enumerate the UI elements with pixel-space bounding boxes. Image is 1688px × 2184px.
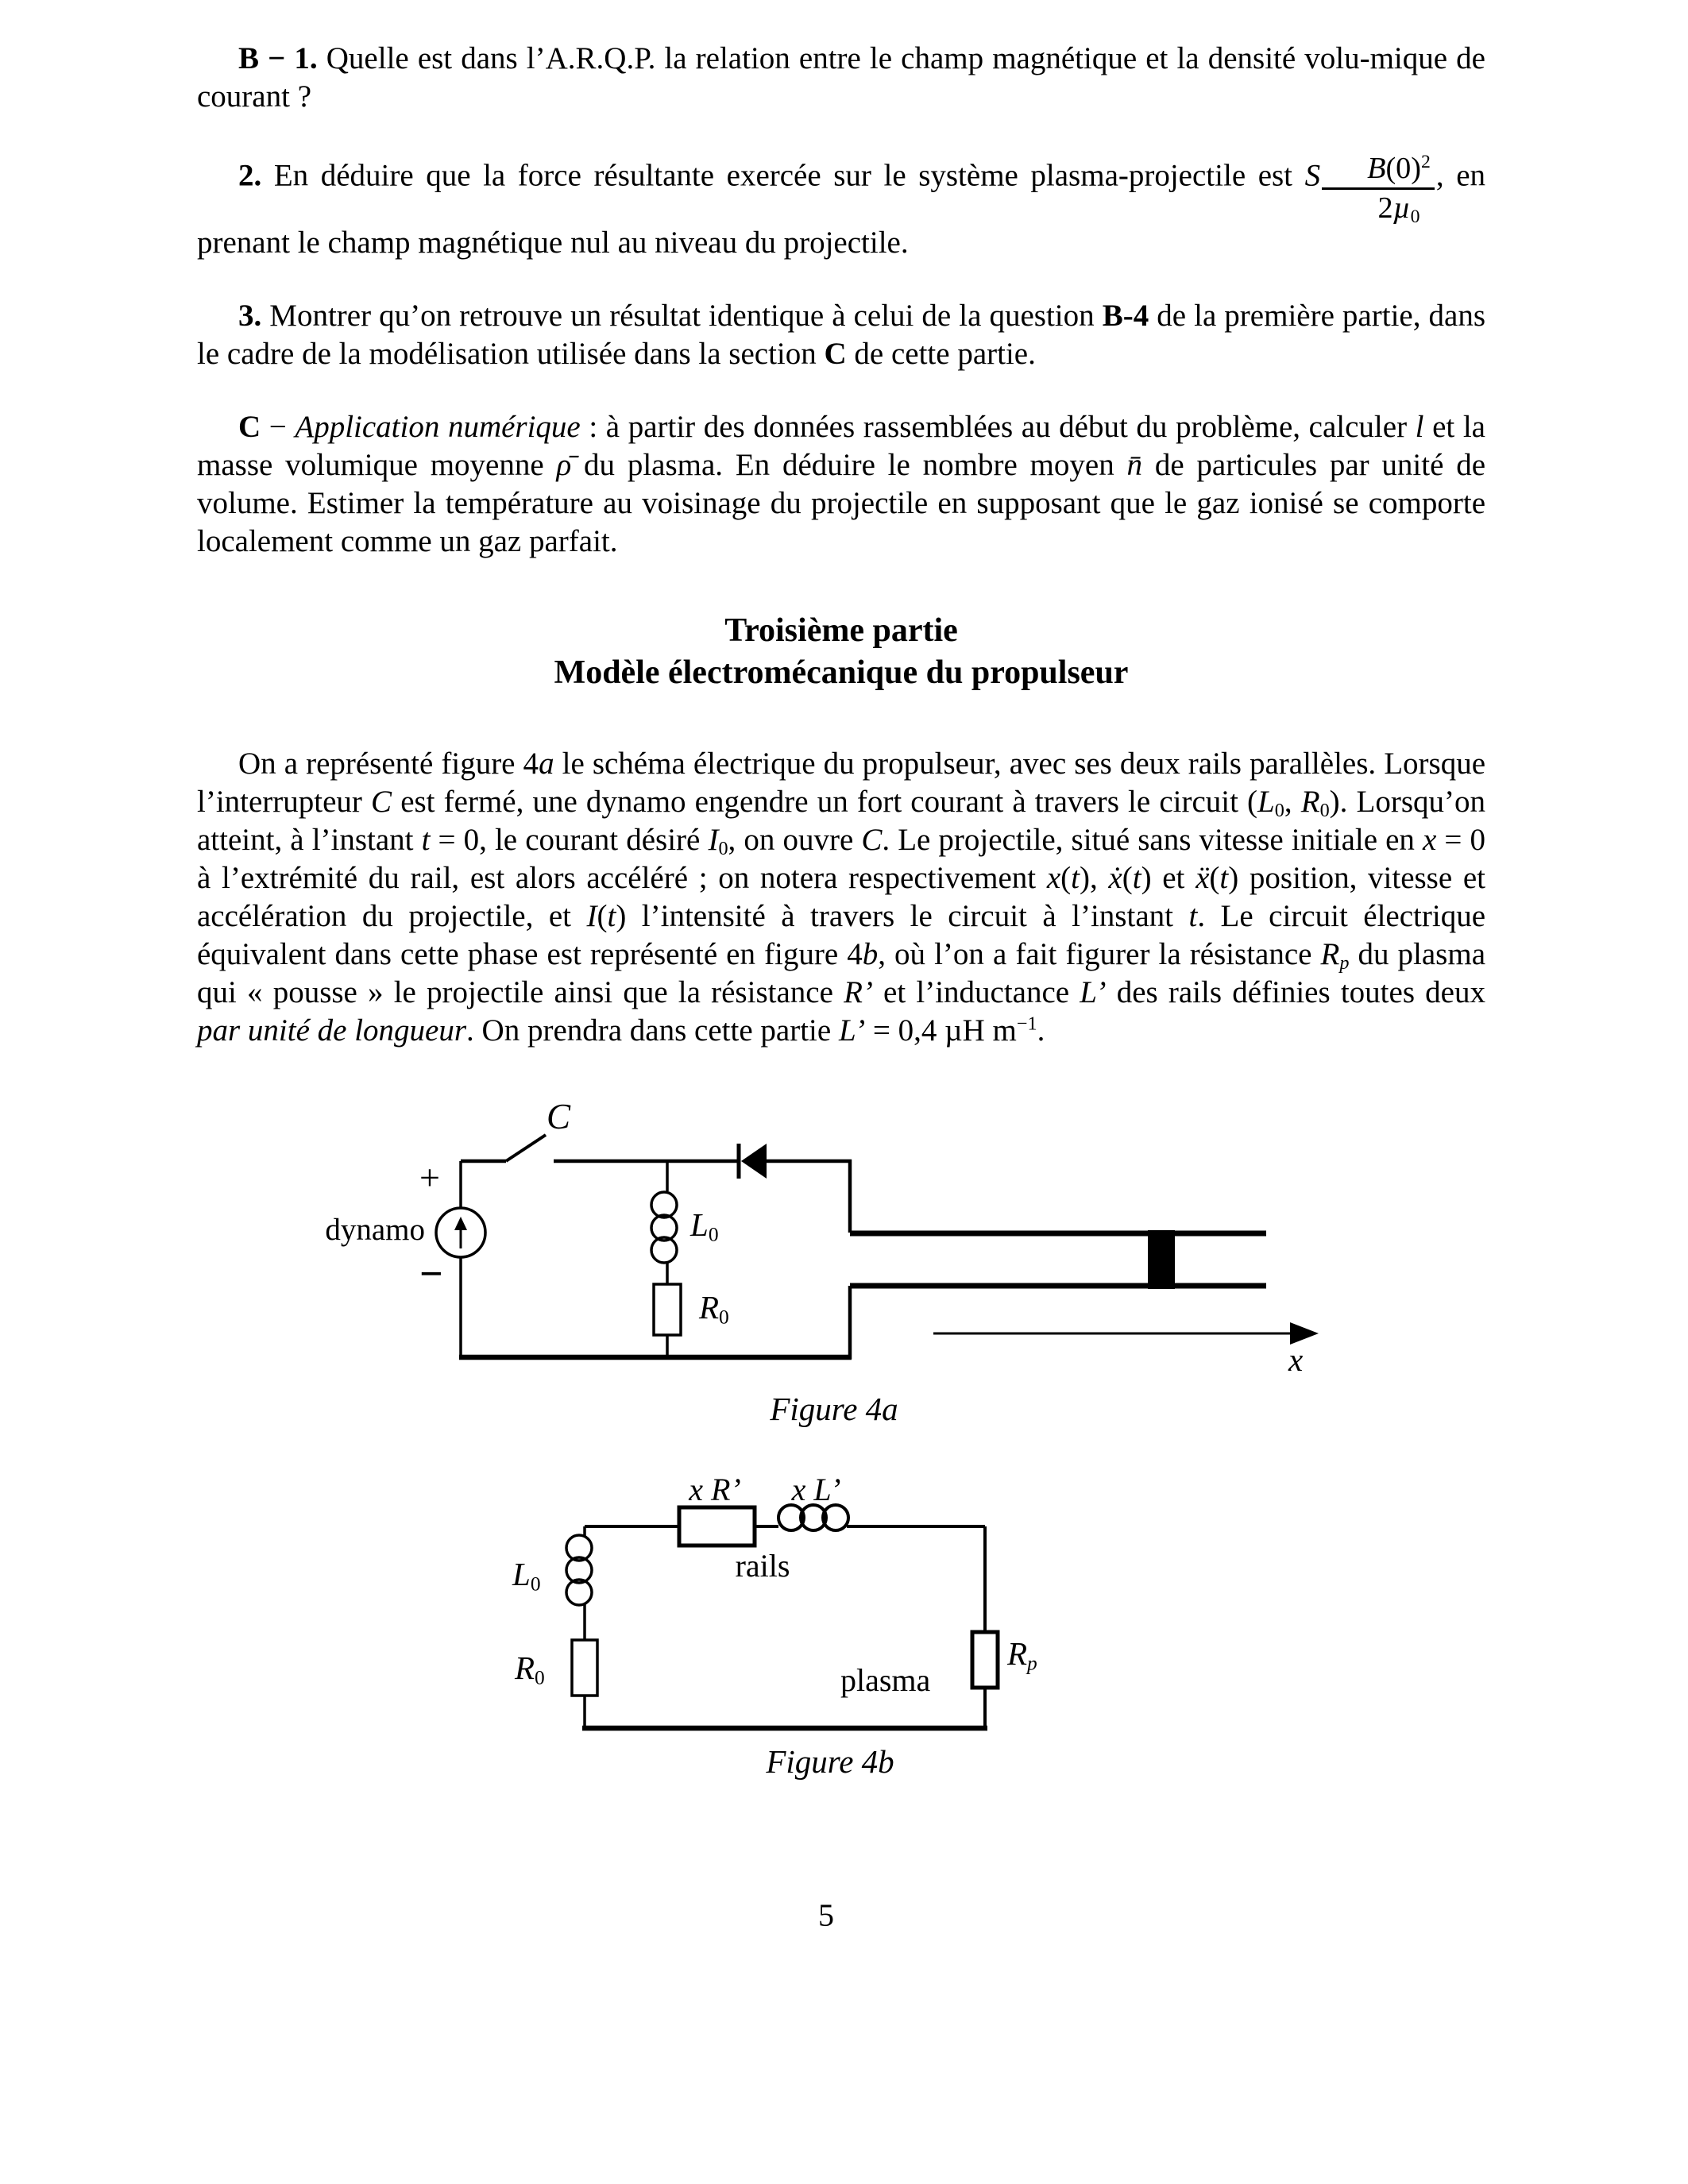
resistor-R0-label: $R_0$ <box>515 1650 545 1689</box>
paragraph-2: 2. En déduire que la force résultante exercée sur le système plasma-projectile est S $\frac{B(0)^2}{2\mu_0}$ , en prenant le champ magnétique nul au niveau du projectile. <box>197 151 1486 260</box>
paragraph-3: 3. Montrer qu’on retrouve un résultat identique à celui de la question B-4 de la première partie, dans le cadre de la modélisation utilisée dans la section C de cette partie. <box>197 299 1485 371</box>
dynamo-plus-sign: + <box>419 1157 440 1198</box>
rail-inductance-label: x L’ <box>791 1472 841 1507</box>
paragraph-b1: B − 1. Quelle est dans l’A.R.Q.P. la relation entre le champ magnétique et la densité volu-mique de courant ? <box>197 41 1485 114</box>
figure-4a-caption: Figure 4a <box>770 1391 898 1427</box>
switch-blade <box>506 1135 546 1161</box>
page-number: 5 <box>818 1897 834 1933</box>
inductor-L0-label: $L_0$ <box>690 1206 719 1246</box>
diode-triangle <box>741 1144 767 1179</box>
switch-label: C <box>547 1097 571 1136</box>
dynamo-label: dynamo <box>325 1213 425 1247</box>
rails-label: rails <box>735 1548 790 1584</box>
dynamo-minus-sign: − <box>419 1252 443 1297</box>
text-column <box>197 40 1485 1050</box>
resistor-R0-body <box>572 1640 597 1696</box>
resistor-xR-body <box>679 1507 755 1545</box>
resistor-R0-body <box>654 1284 681 1335</box>
figure-4b-caption: Figure 4b <box>766 1743 894 1780</box>
heading-line-1: Troisième partie <box>724 612 958 649</box>
heading-line-2: Modèle électromécanique du propulseur <box>554 654 1129 691</box>
paragraph-intro: On a représenté figure 4a le schéma électrique du propulseur, avec ses deux rails parallèles. Lorsque l’interrupteur C est fermé, une dynamo engendre un fort courant à travers le circuit ($L_0$, $R_0$). Lorsqu’on atteint, à l’instant t = 0, le courant désiré $I_0$, on ouvre C. Le projectile, situé sans vitesse initiale en x = 0 à l’extrémité du rail, est alors accéléré ; on notera respectivement x(t), ẋ(t) et ẍ(t) position, vitesse et accélération du projectile, et I(t) l’intensité à travers le circuit à l’instant t. Le circuit électrique équivalent dans cette phase est représenté en figure 4b, où l’on a fait figurer la résistance $R_p$ du plasma qui « pousse » le projectile ainsi que la résistance R’ et l’inductance L’ des rails définies toutes deux par unité de longueur. On prendra dans cette partie L’ = 0,4 µH $m^{-1}$. <box>197 747 1486 1048</box>
x-axis-label: x <box>1288 1341 1304 1378</box>
section-heading <box>197 610 1485 694</box>
inductor-L0-loop-1 <box>651 1192 677 1217</box>
plasma-label: plasma <box>840 1662 931 1698</box>
rail-resistance-label: x R’ <box>689 1472 741 1507</box>
projectile <box>1148 1230 1175 1289</box>
resistor-R0-label: $R_0$ <box>699 1289 729 1329</box>
inductor-L0-label: $L_0$ <box>512 1556 541 1596</box>
resistor-Rp-body <box>972 1632 998 1688</box>
resistor-Rp-label: $R_p$ <box>1007 1635 1037 1675</box>
figure-4b-schematic <box>477 1469 1192 1787</box>
paragraph-c: C − Application numérique : à partir des données rassemblées au début du problème, calculer l et la masse volumique moyenne ρ̄ du plasma. En déduire le nombre moyen n̄ de particules par unité de volume. Estimer la température au voisinage du projectile en supposant que le gaz ionisé se comporte localement comme un gaz parfait. <box>197 410 1485 558</box>
